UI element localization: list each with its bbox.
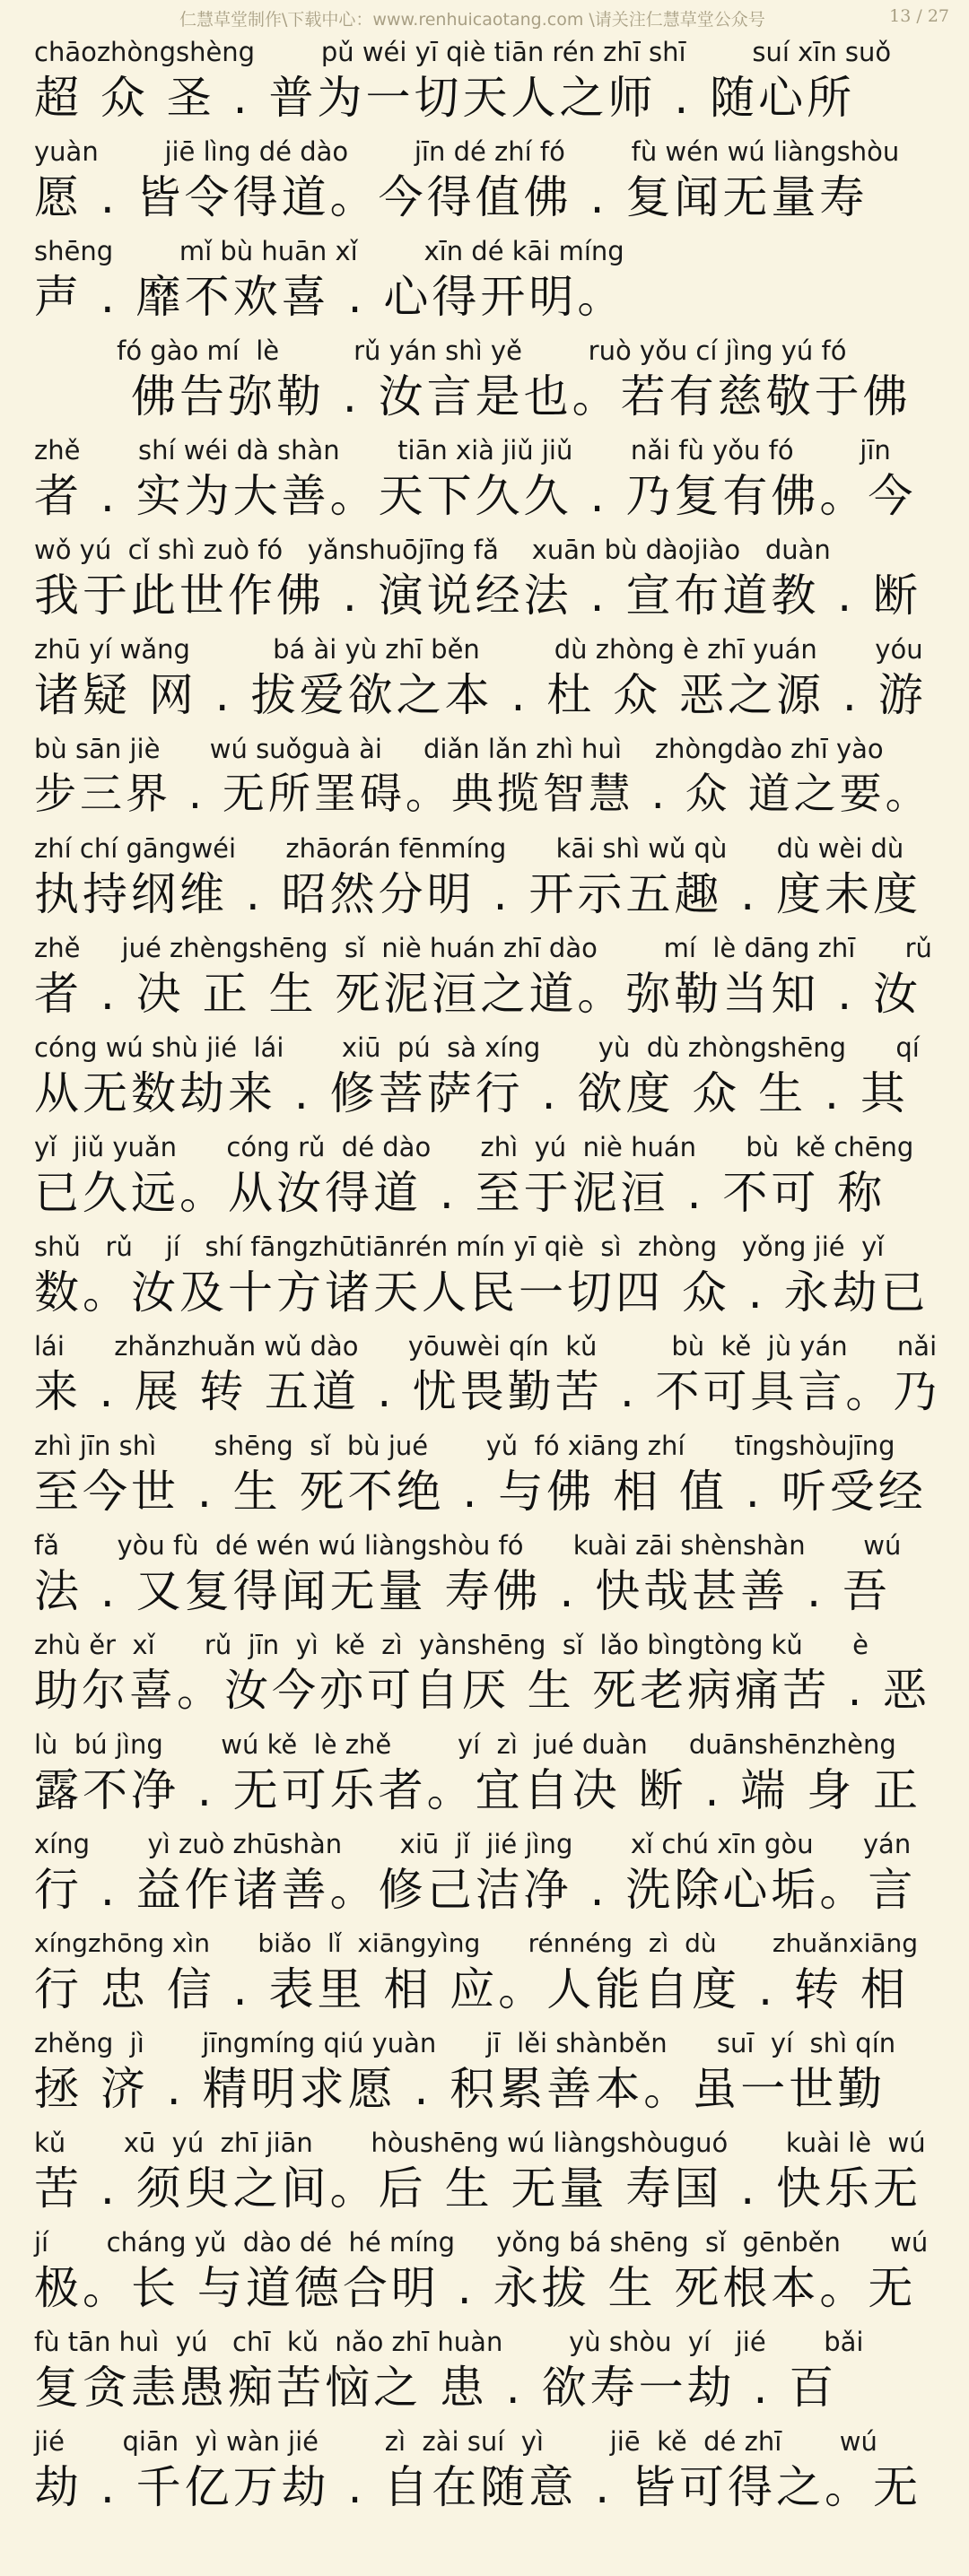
text-line [34,2125,940,2222]
pinyin-row: zhù ěr xǐ rǔ jīn yì kě zì yànshēng sǐ lǎo bìngtòng kǔ è [34,1630,869,1660]
text-line [34,1727,940,1823]
hanzi-row: 佛告弥勒 . 汝言是也。若有慈敬于佛 [34,370,912,422]
text-line [34,1030,940,1127]
hanzi-row: 我于此世作佛 . 演说经法 . 宣布道教 . 断 [34,570,922,622]
hanzi-row: 法 . 又复得闻无量 寿佛 . 快哉甚善 . 吾 [34,1565,891,1617]
text-line [34,1129,940,1226]
hanzi-row: 来 . 展 转 五道 . 忧畏勤苦 . 不可具言。乃 [34,1366,941,1417]
hanzi-row: 声 . 靡不欢喜 . 心得开明。 [34,271,626,323]
text-line [34,1826,940,1923]
text-line [34,1926,940,2023]
pinyin-row: zhí chí gāngwéi zhāorán fēnmíng kāi shì wǔ qù dù wèi dù [34,833,904,864]
text-line [34,1527,940,1624]
pinyin-row: jí cháng yǔ dào dé hé míng yǒng bá shēng sǐ gēnběn wú [34,2227,929,2258]
pinyin-row: xíng yì zuò zhūshàn xiū jǐ jié jìng xǐ chú xīn gòu yán [34,1829,912,1859]
text-line [34,2025,940,2122]
hanzi-row: 复贪恚愚痴苦恼之 患 . 欲寿一劫 . 百 [34,2362,838,2414]
text-line [34,2424,940,2520]
pinyin-row: lái zhǎnzhuǎn wǔ dào yōuwèi qín kǔ bù kě jù yán nǎi [34,1331,938,1362]
pinyin-row: bù sān jiè wú suǒguà ài diǎn lǎn zhì huì zhòngdào zhī yào [34,734,884,764]
hanzi-row: 超 众 圣 . 普为一切天人之师 . 随心所 [34,72,856,124]
pinyin-row: shēng mǐ bù huān xǐ xīn dé kāi míng [34,236,624,266]
pinyin-row: fù tān huì yú chī kǔ nǎo zhī huàn yù shòu yí jié bǎi [34,2327,864,2357]
pinyin-row: yuàn jiē lìng dé dào jīn dé zhí fó fù wén wú liàngshòu [34,136,900,167]
text-line [34,532,940,629]
text-line [34,1428,940,1525]
hanzi-row: 露不净 . 无可乐者。宜自决 断 . 端 身 正 [34,1764,922,1816]
hanzi-row: 数。汝及十方诸天人民一切四 众 . 永劫已 [34,1266,930,1318]
text-line [34,930,940,1027]
hanzi-row: 极。长 与道德合明 . 永拔 生 死根本。无 [34,2262,917,2314]
text-line [34,233,940,330]
text-line [34,134,940,231]
text-line [34,333,940,430]
pinyin-row: chāozhòngshèng pǔ wéi yī qiè tiān rén zhī shī suí xīn suǒ [34,37,892,67]
pinyin-row: shǔ rǔ jí shí fāngzhūtiānrén mín yī qiè sì zhòng yǒng jié yǐ [34,1231,885,1262]
source-watermark: 仁慧草堂制作\下载中心：www.renhuicaotang.com \请关注仁慧草堂公众号 [179,10,765,30]
pinyin-row: zhě jué zhèngshēng sǐ niè huán zhī dào mí lè dāng zhī rǔ [34,933,932,963]
text-line [34,831,940,927]
hanzi-row: 拯 济 . 精明求愿 . 积累善本。虽一世勤 [34,2063,886,2115]
hanzi-row: 者 . 决 正 生 死泥洹之道。弥勒当知 . 汝 [34,968,922,1020]
text-line [34,631,940,728]
hanzi-row: 行 . 益作诸善。修己洁净 . 洗除心垢。言 [34,1864,917,1916]
hanzi-row: 已久远。从汝得道 . 至于泥洹 . 不可 称 [34,1167,886,1219]
hanzi-row: 者 . 实为大善。天下久久 . 乃复有佛。今 [34,470,917,522]
hanzi-row: 劫 . 千亿万劫 . 自在随意 . 皆可得之。无 [34,2461,922,2513]
hanzi-row: 助尔喜。汝今亦可自厌 生 死老病痛苦 . 恶 [34,1665,930,1716]
hanzi-row: 行 忠 信 . 表里 相 应。人能自度 . 转 相 [34,1963,909,2015]
text-line [34,731,940,828]
pinyin-row: zhū yí wǎng bá ài yù zhī běn dù zhòng è zhī yuán yóu [34,634,923,665]
text-line [34,1627,940,1724]
text-line [34,2224,940,2321]
text-line [34,1229,940,1326]
hanzi-row: 至今世 . 生 死不绝 . 与佛 相 值 . 听受经 [34,1466,927,1518]
hanzi-row: 愿 . 皆令得道。今得值佛 . 复闻无量寿 [34,171,869,223]
pinyin-row: zhěng jì jīngmíng qiú yuàn jī lěi shànběn suī yí shì qín [34,2028,896,2058]
hanzi-row: 苦 . 须臾之间。后 生 无量 寿国 . 快乐无 [34,2163,922,2215]
text-line [34,432,940,529]
page-header [0,0,969,36]
pinyin-row: cóng wú shù jié lái xiū pú sà xíng yù dù zhòngshēng qí [34,1032,920,1063]
page-number: 13 / 27 [889,6,949,26]
text-line [34,2324,940,2421]
hanzi-row: 诸疑 网 . 拔爱欲之本 . 杜 众 恶之源 . 游 [34,669,927,721]
pinyin-row: wǒ yú cǐ shì zuò fó yǎnshuōjīng fǎ xuān bù dàojiào duàn [34,535,831,565]
text-line [34,34,940,131]
pinyin-row: zhě shí wéi dà shàn tiān xià jiǔ jiǔ nǎi fù yǒu fó jīn [34,435,891,466]
pinyin-row: zhì jīn shì shēng sǐ bù jué yǔ fó xiāng zhí tīngshòujīng [34,1431,895,1461]
pinyin-row: xíngzhōng xìn biǎo lǐ xiāngyìng rénnéng zì dù zhuǎnxiāng [34,1928,919,1958]
pinyin-row: fó gào mí lè rǔ yán shì yě ruò yǒu cí jìng yú fó [34,335,847,366]
pinyin-row: jié qiān yì wàn jié zì zài suí yì jiē kě dé zhī wú [34,2426,877,2457]
hanzi-row: 从无数劫来 . 修菩萨行 . 欲度 众 生 . 其 [34,1067,909,1119]
pinyin-row: yǐ jiǔ yuǎn cóng rǔ dé dào zhì yú niè huán bù kě chēng [34,1132,914,1162]
hanzi-row: 步三界 . 无所罣碍。典揽智慧 . 众 道之要。 [34,770,931,819]
pinyin-row: kǔ xū yú zhī jiān hòushēng wú liàngshòuguó kuài lè wú [34,2128,926,2158]
pinyin-row: fǎ yòu fù dé wén wú liàngshòu fó kuài zāi shènshàn wú [34,1530,902,1561]
hanzi-row: 执持纲维 . 昭然分明 . 开示五趣 . 度未度 [34,868,922,920]
text-line [34,1328,940,1425]
pinyin-row: lù bú jìng wú kě lè zhě yí zì jué duàn duānshēnzhèng [34,1729,896,1760]
